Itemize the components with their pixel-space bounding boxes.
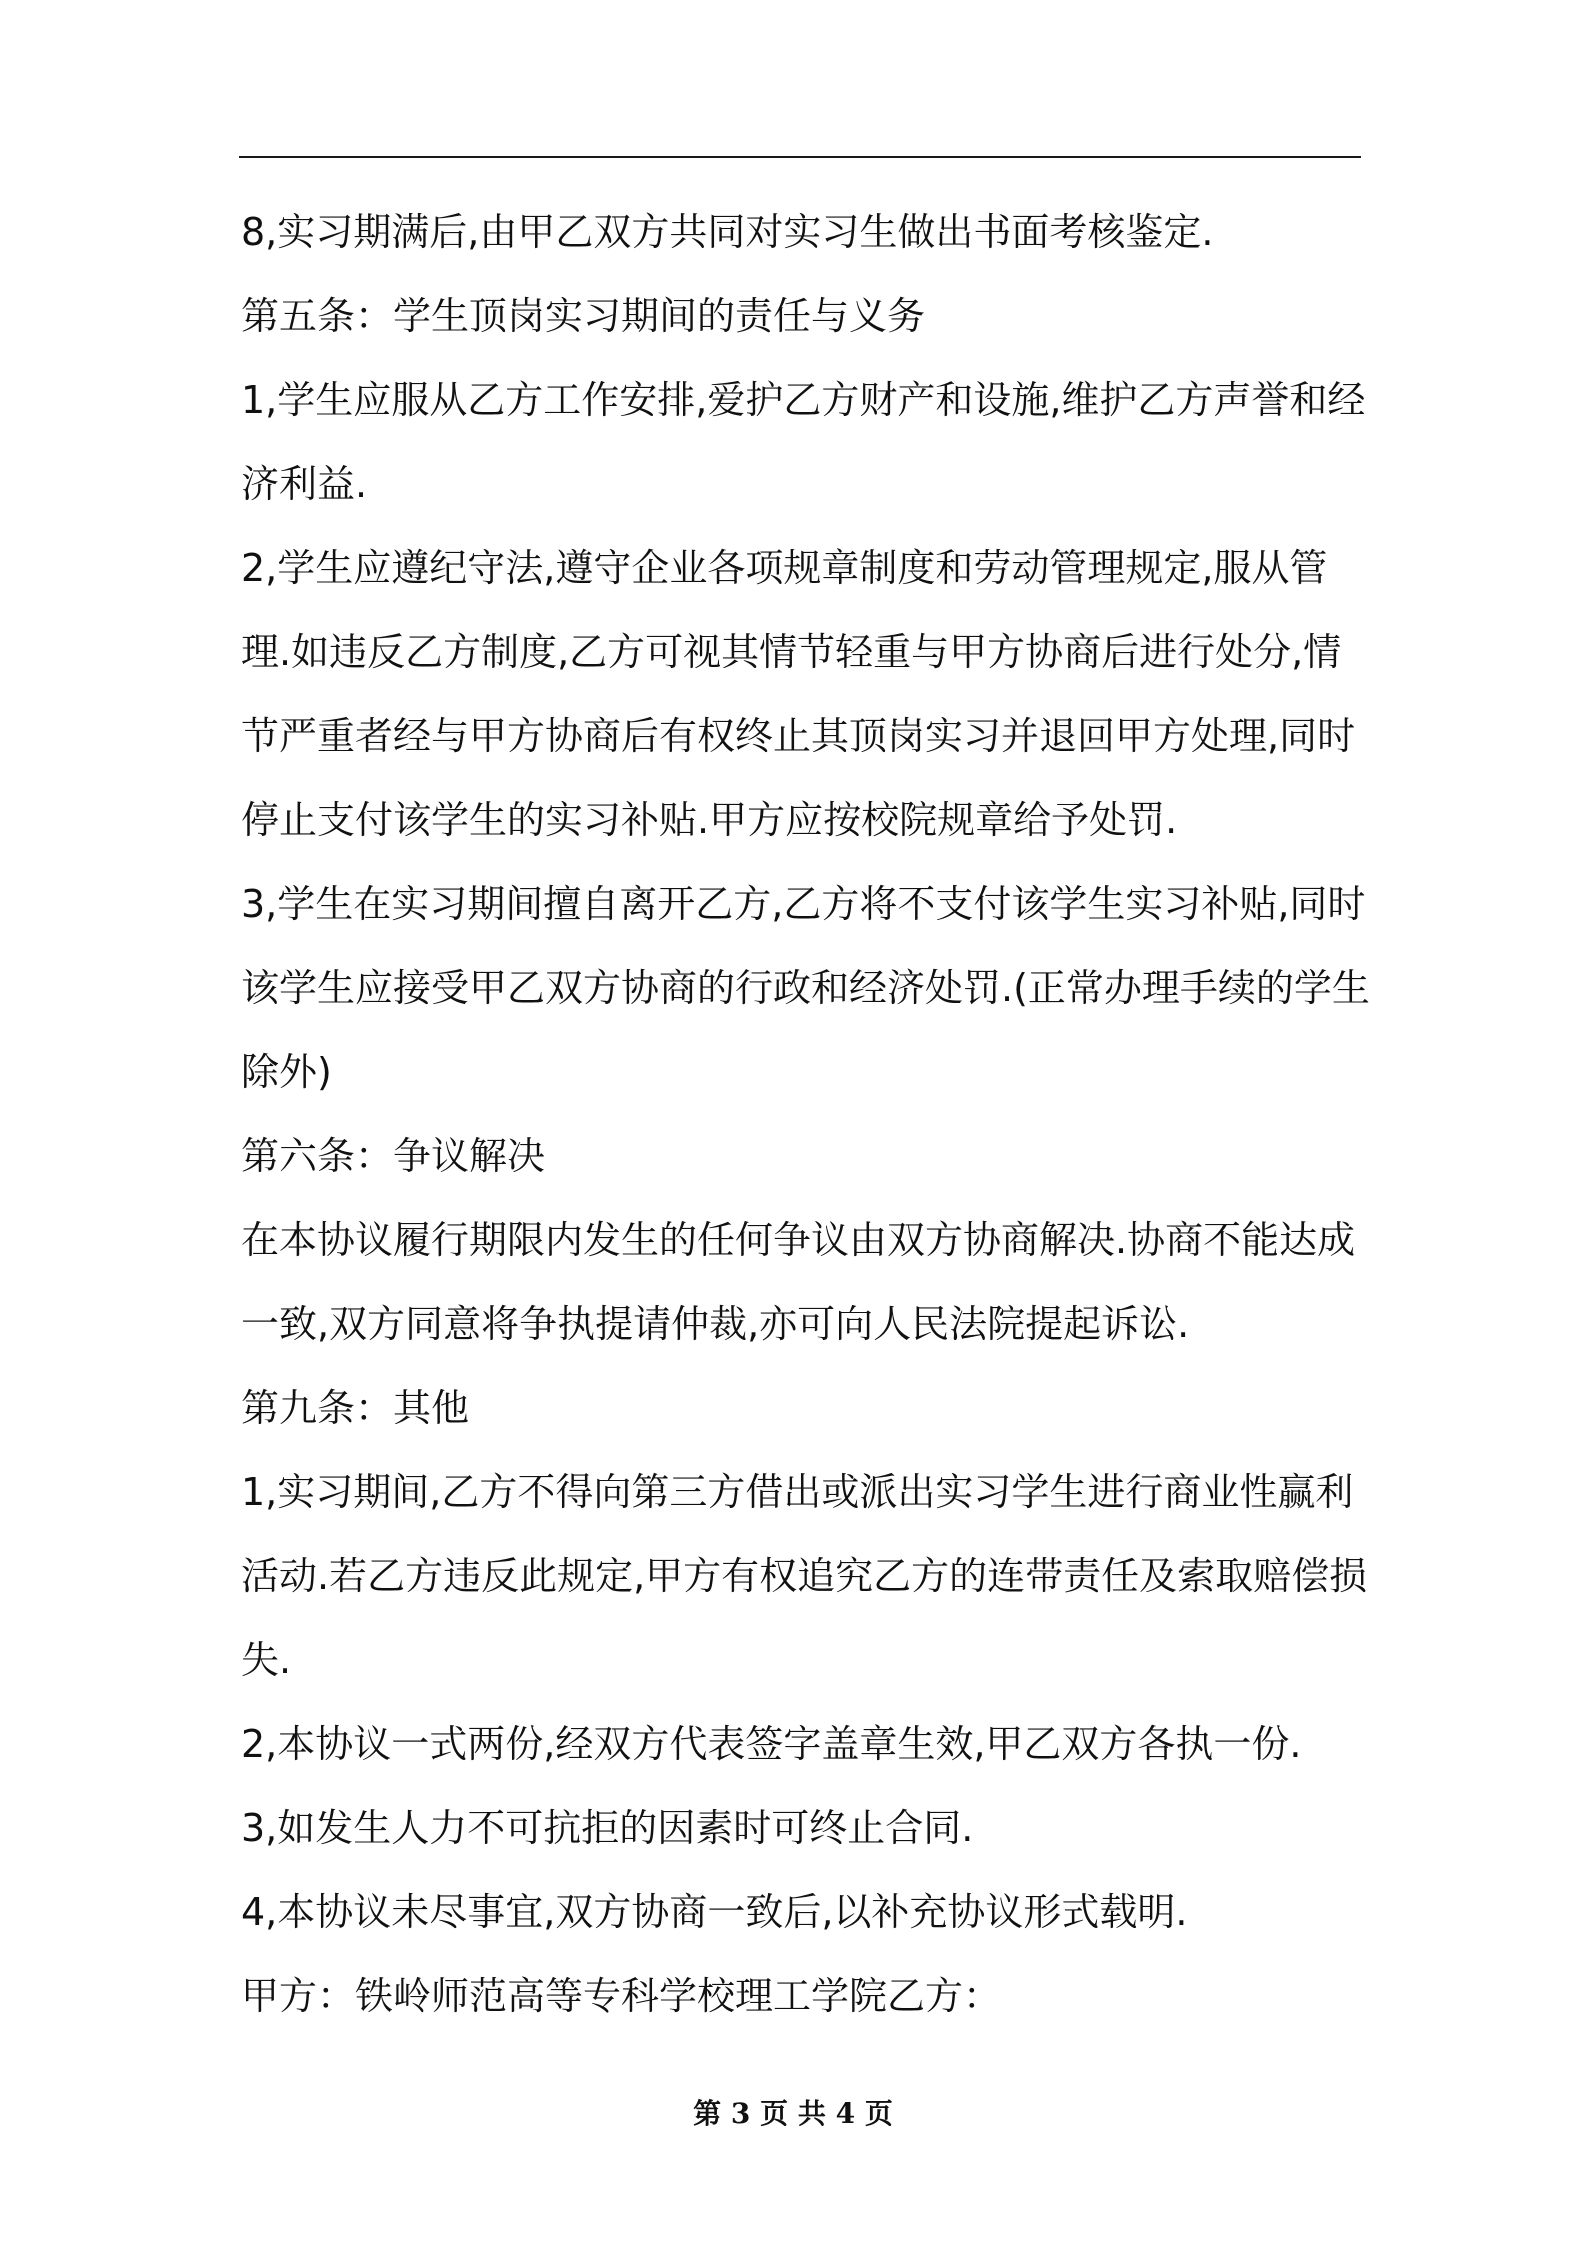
section-heading: 第六条：争议解决 — [241, 1134, 546, 1178]
text-line: 济利益. — [241, 462, 368, 506]
header-rule — [239, 156, 1361, 158]
text-line: 4,本协议未尽事宜,双方协商一致后,以补充协议形式载明. — [241, 1890, 1188, 1934]
text-line: 节严重者经与甲方协商后有权终止其顶岗实习并退回甲方处理,同时 — [241, 714, 1356, 758]
text-line: 1,实习期间,乙方不得向第三方借出或派出实习学生进行商业性赢利 — [241, 1470, 1354, 1514]
text-line: 2,本协议一式两份,经双方代表签字盖章生效,甲乙双方各执一份. — [241, 1722, 1302, 1766]
text-line: 2,学生应遵纪守法,遵守企业各项规章制度和劳动管理规定,服从管 — [241, 546, 1328, 590]
document-body — [241, 190, 1370, 2038]
text-line: 活动.若乙方违反此规定,甲方有权追究乙方的连带责任及索取赔偿损 — [241, 1554, 1368, 1598]
page-number: 第 3 页 共 4 页 — [693, 2097, 893, 2130]
text-line: 该学生应接受甲乙双方协商的行政和经济处罚.(正常办理手续的学生 — [241, 966, 1370, 1010]
text-line: 理.如违反乙方制度,乙方可视其情节轻重与甲方协商后进行处分,情 — [241, 630, 1342, 674]
text-line: 除外) — [241, 1050, 332, 1094]
text-line: 3,如发生人力不可抗拒的因素时可终止合同. — [241, 1806, 974, 1850]
section-heading: 第五条：学生顶岗实习期间的责任与义务 — [241, 294, 926, 338]
text-line: 停止支付该学生的实习补贴.甲方应按校院规章给予处罚. — [241, 798, 1178, 842]
text-line: 8,实习期满后,由甲乙双方共同对实习生做出书面考核鉴定. — [241, 210, 1214, 254]
text-line: 1,学生应服从乙方工作安排,爱护乙方财产和设施,维护乙方声誉和经 — [241, 378, 1366, 422]
text-line: 一致,双方同意将争执提请仲裁,亦可向人民法院提起诉讼. — [241, 1302, 1190, 1346]
text-line: 失. — [241, 1638, 292, 1682]
section-heading: 第九条：其他 — [241, 1386, 470, 1430]
signature-line: 甲方：铁岭师范高等专科学校理工学院乙方： — [241, 1974, 1002, 2018]
text-line: 3,学生在实习期间擅自离开乙方,乙方将不支付该学生实习补贴,同时 — [241, 882, 1366, 926]
text-line: 在本协议履行期限内发生的任何争议由双方协商解决.协商不能达成 — [241, 1218, 1356, 1262]
